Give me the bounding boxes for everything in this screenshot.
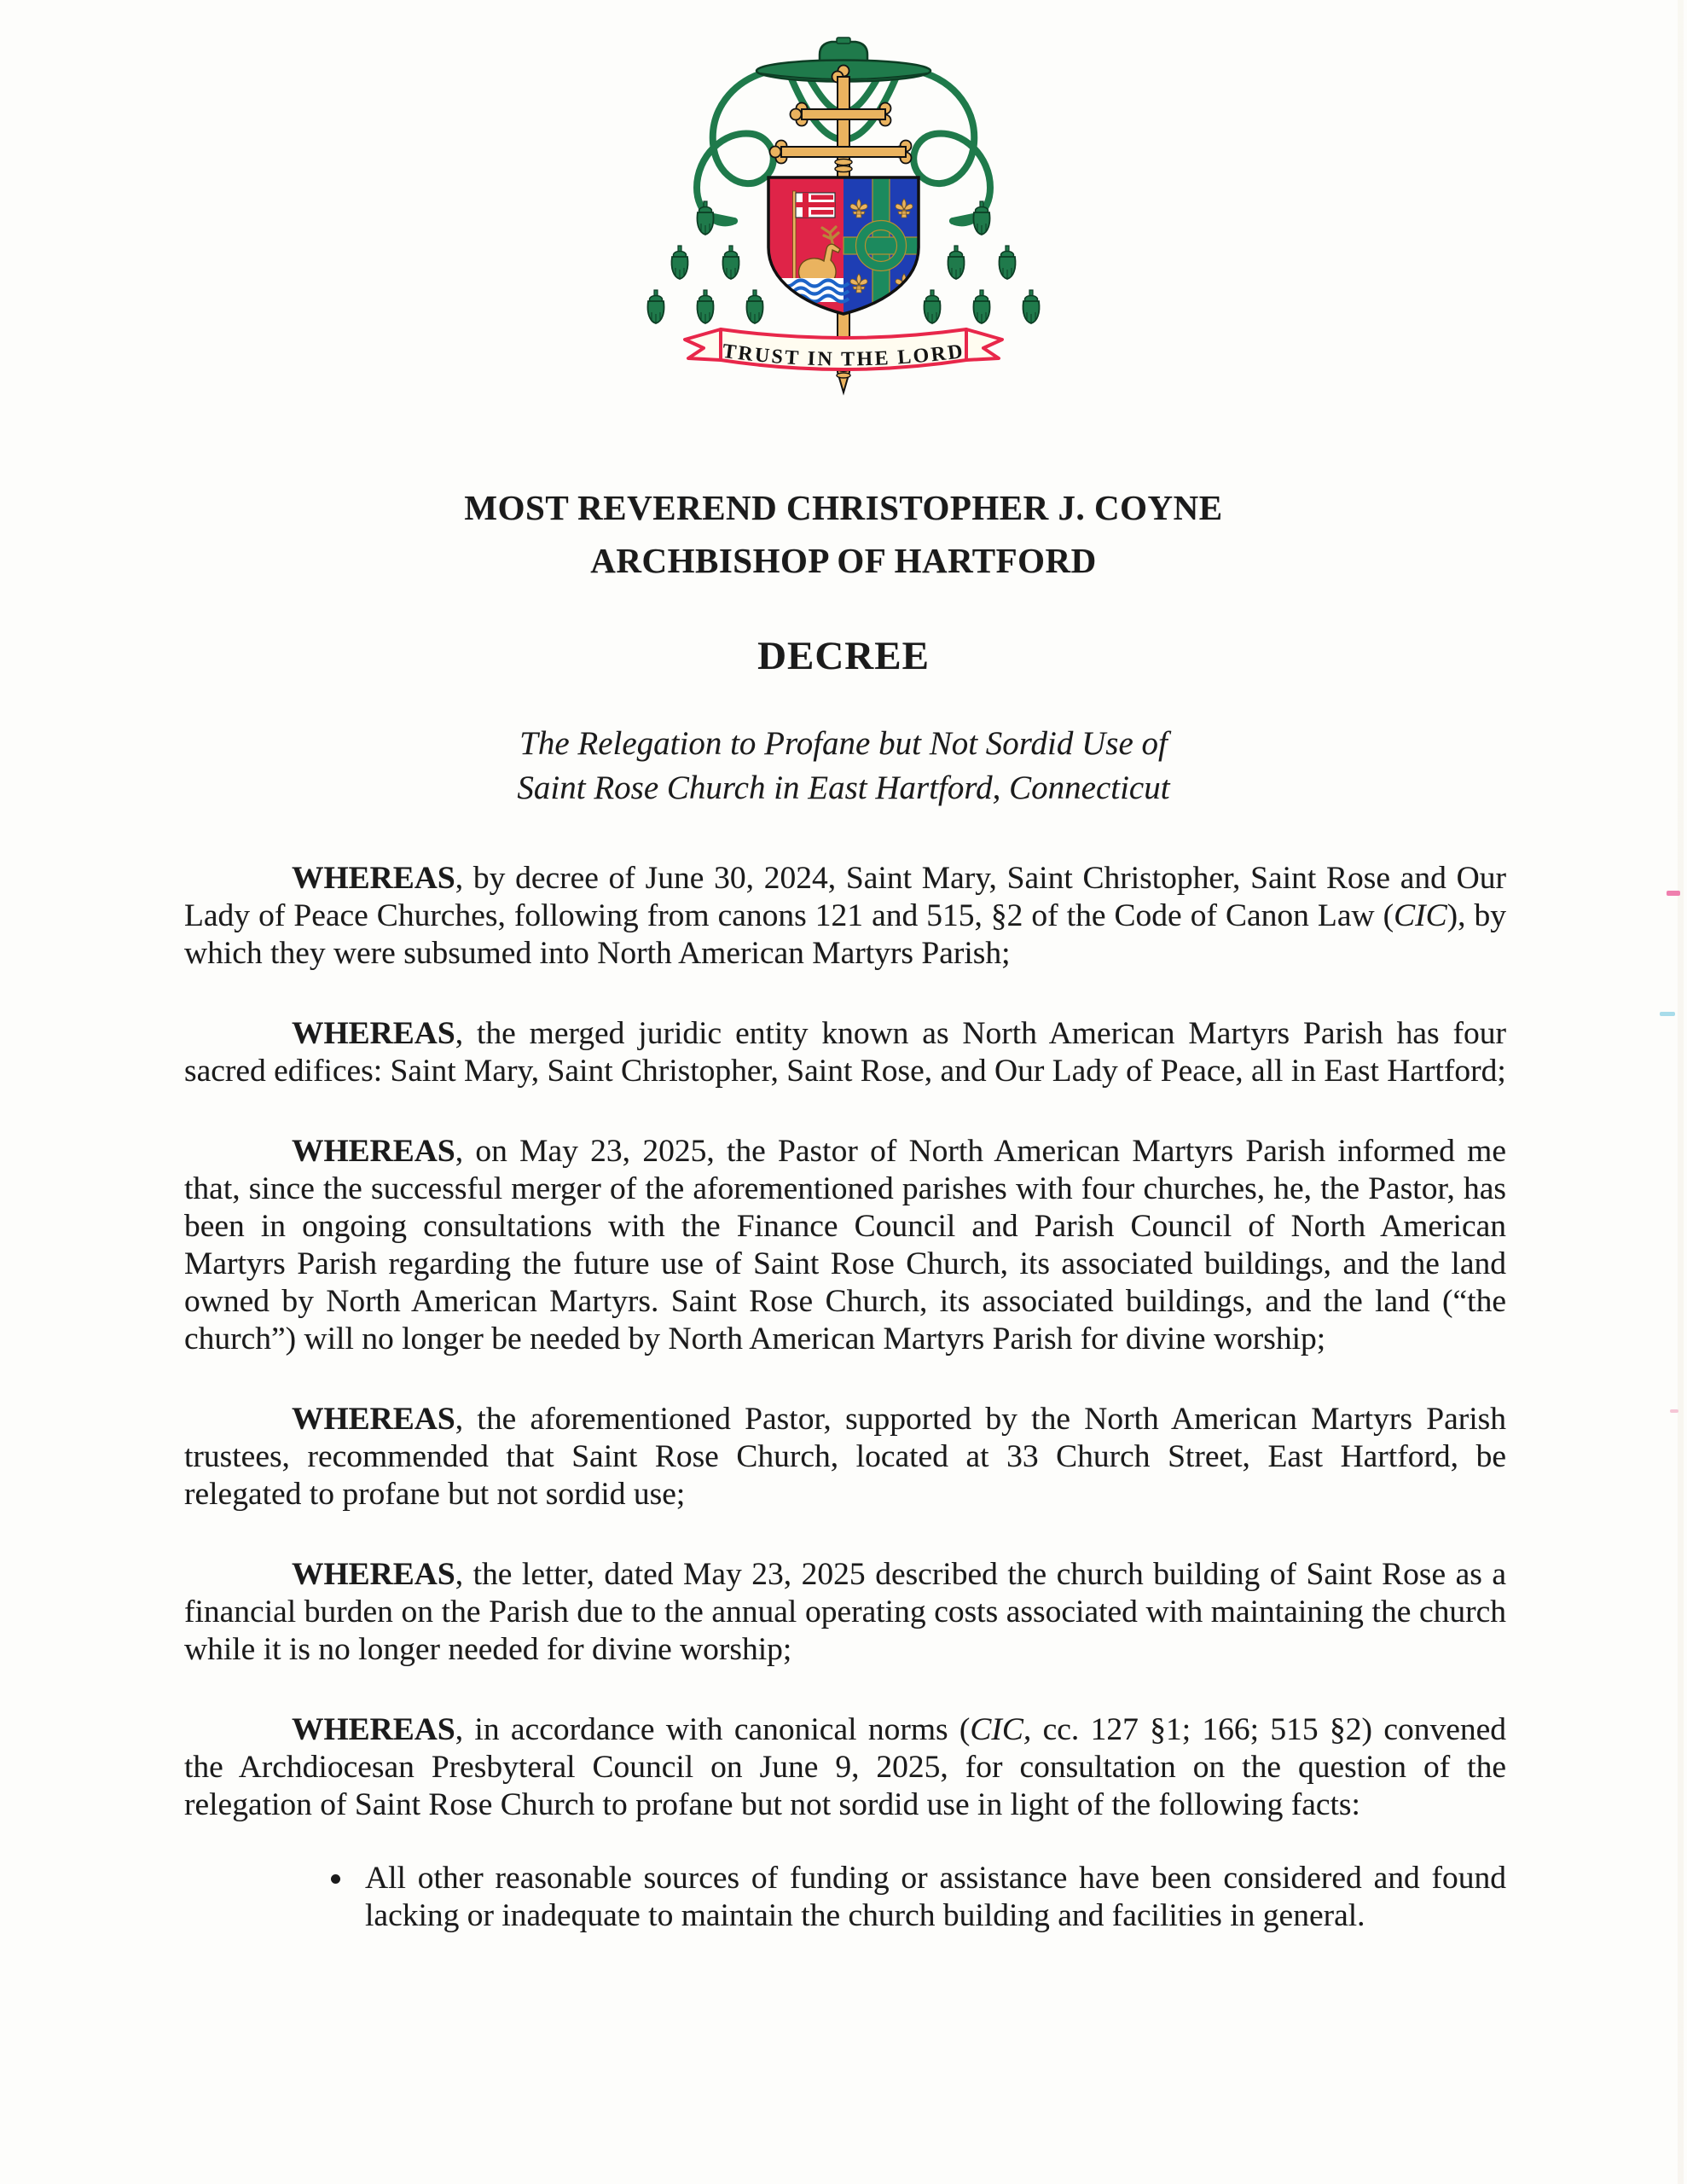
archbishop-name: MOST REVEREND CHRISTOPHER J. COYNE: [464, 488, 1223, 527]
fact-item: • All other reasonable sources of funding or assistance have been considered and found lacking or inadequate to maintain the church building and facilities in general.: [355, 1860, 1506, 1935]
archbishop-title: ARCHBISHOP OF HARTFORD: [590, 541, 1097, 580]
decree-title: DECREE: [757, 634, 930, 678]
decree-subtitle: [0, 722, 1687, 810]
decree-body: [184, 860, 1506, 1935]
decree-subtitle-line1: The Relegation to Profane but Not Sordid Use of: [519, 725, 1168, 762]
whereas-paragraph-3: WHEREAS, on May 23, 2025, the Pastor of North American Martyrs Parish informed me that, since the successful merger of the aforementioned parishes with four churches, he, the Pastor, has been in ongoing consultations with the Finance Council and Parish Council of North American Martyrs Parish regarding the future use of Saint Rose Church, its associated buildings, and the land owned by North American Martyrs. Saint Rose Church, its associated buildings, and the land (“the church”) will no longer be needed by North American Martyrs Parish for divine worship;: [184, 1134, 1506, 1356]
motto-banner-text: TRUST IN THE LORD: [721, 340, 966, 371]
scan-artifact: [1660, 1012, 1675, 1016]
shield-icon: [767, 177, 919, 316]
facts-list: [184, 1860, 1506, 1935]
whereas-paragraph-1: WHEREAS, by decree of June 30, 2024, Saint Mary, Saint Christopher, Saint Rose and Our Lady of Peace Churches, following from canons 121 and 515, §2 of the Code of Canon Law (CIC), by which they were subsumed into North American Martyrs Parish;: [184, 861, 1506, 971]
whereas-paragraph-4: WHEREAS, the aforementioned Pastor, supported by the North American Martyrs Parish trustees, recommended that Saint Rose Church, located at 33 Church Street, East Hartford, be relegated to profane but not sordid use;: [184, 1402, 1506, 1512]
waves-icon: [767, 278, 849, 302]
scan-artifact: [1667, 891, 1680, 896]
scan-edge-strip: [1678, 0, 1684, 2184]
whereas-paragraph-5: WHEREAS, the letter, dated May 23, 2025 described the church building of Saint Rose as a financial burden on the Parish due to the annual operating costs associated with maintaining the church while it is no longer needed for divine worship;: [184, 1557, 1506, 1667]
decree-subtitle-line2: Saint Rose Church in East Hartford, Connecticut: [517, 770, 1170, 806]
document-header: [0, 481, 1687, 587]
scan-artifact: [1670, 1409, 1678, 1413]
whereas-paragraph-2: WHEREAS, the merged juridic entity known as North American Martyrs Parish has four sacred edifices: Saint Mary, Saint Christopher, Saint Rose, and Our Lady of Peace, all in East Hartford;: [184, 1016, 1506, 1089]
archbishop-coat-of-arms-icon: [605, 32, 1082, 399]
whereas-paragraph-6: WHEREAS, in accordance with canonical norms (CIC, cc. 127 §1; 166; 515 §2) convened the Archdiocesan Presbyteral Council on June 9, 2025, for consultation on the question of the relegation of Saint Rose Church to profane but not sordid use in light of the following facts:: [184, 1712, 1507, 1822]
